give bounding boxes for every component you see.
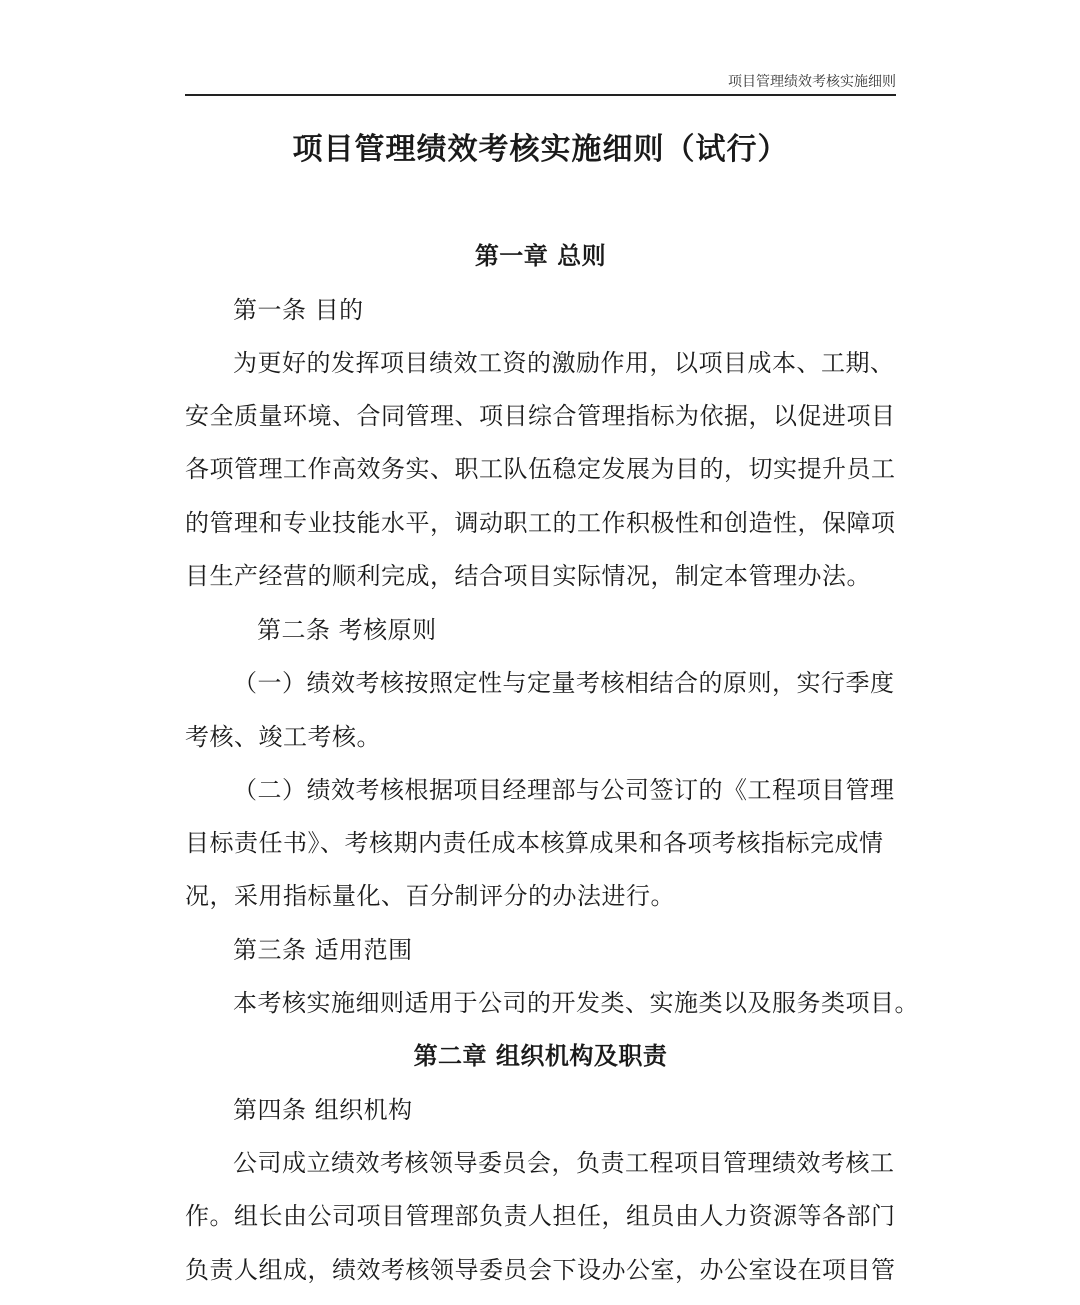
paragraph-line: 目生产经营的顺利完成，结合项目实际情况，制定本管理办法。: [185, 562, 871, 590]
paragraph-line: 况，采用指标量化、百分制评分的办法进行。: [185, 882, 675, 910]
paragraph-line: 公司成立绩效考核领导委员会，负责工程项目管理绩效考核工: [233, 1149, 895, 1177]
paragraph-line: 安全质量环境、合同管理、项目综合管理指标为依据，以促进项目: [185, 402, 896, 430]
paragraph-line: 考核、竣工考核。: [185, 723, 381, 751]
paragraph-line: 为更好的发挥项目绩效工资的激励作用，以项目成本、工期、: [233, 349, 895, 377]
paragraph-line: 本考核实施细则适用于公司的开发类、实施类以及服务类项目。: [233, 989, 919, 1017]
paragraph-line: （一）绩效考核按照定性与定量考核相结合的原则，实行季度: [233, 669, 895, 697]
paragraph-line: 作。组长由公司项目管理部负责人担任，组员由人力资源等各部门: [185, 1202, 896, 1230]
header-divider: [185, 94, 896, 96]
article-heading: 第三条 适用范围: [233, 936, 413, 964]
article-heading: 第二条 考核原则: [257, 616, 437, 644]
article-heading: 第四条 组织机构: [233, 1096, 413, 1124]
paragraph-line: 目标责任书》、考核期内责任成本核算成果和各项考核指标完成情: [185, 829, 884, 857]
running-header: 项目管理绩效考核实施细则: [728, 74, 896, 90]
article-heading: 第一条 目的: [233, 296, 364, 324]
document-title: 项目管理绩效考核实施细则（试行）: [292, 132, 789, 167]
chapter-heading: 第二章 组织机构及职责: [413, 1041, 668, 1070]
paragraph-line: 负责人组成，绩效考核领导委员会下设办公室，办公室设在项目管: [185, 1256, 896, 1284]
paragraph-line: 各项管理工作高效务实、职工队伍稳定发展为目的，切实提升员工: [185, 455, 896, 483]
chapter-heading: 第一章 总则: [474, 241, 607, 270]
paragraph-line: 的管理和专业技能水平，调动职工的工作积极性和创造性，保障项: [185, 509, 896, 537]
paragraph-line: （二）绩效考核根据项目经理部与公司签订的《工程项目管理: [233, 776, 895, 804]
